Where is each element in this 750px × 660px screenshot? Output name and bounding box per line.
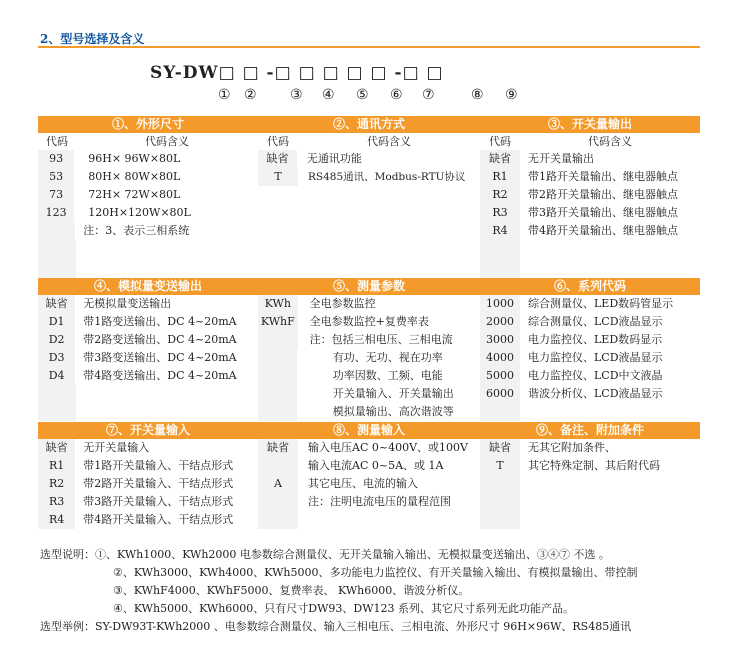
code-cell: R3: [38, 493, 75, 511]
meaning-cell: 综合测量仪、LED数码管显示: [528, 297, 674, 310]
position-number: ⑦: [422, 87, 435, 103]
table-title: ⑧、测量输入: [258, 422, 480, 439]
code-cell: D3: [38, 349, 75, 367]
table-row: [480, 313, 700, 331]
table-measure-input: [258, 422, 480, 529]
meaning-cell: 无模拟量变送输出: [83, 297, 172, 310]
code-cell: R1: [38, 457, 75, 475]
note-line: ②、KWh3000、KWh4000、KWh5000、多功能电力监控仪、有开关量输入输出、有模拟量输出、带控制: [113, 566, 638, 579]
notes-label: 选型说明：: [40, 548, 95, 561]
code-cell: 缺省: [480, 439, 520, 457]
code-cell: [258, 331, 298, 349]
code-cell: 5000: [480, 367, 520, 385]
note-cell: 注：包括三相电压、三相电流: [309, 333, 453, 346]
code-cell: R2: [38, 475, 75, 493]
code-cell: 6000: [480, 385, 520, 403]
code-cell: A: [258, 475, 298, 493]
table-row: [480, 457, 700, 475]
note-line: ④、KWh5000、KWh6000、只有尺寸DW93、DW123 系列、其它尺寸系列无此功能产品。: [113, 602, 575, 615]
code-cell: [258, 349, 297, 367]
table-header: [38, 133, 258, 150]
table-header: [480, 133, 700, 150]
table-row: [258, 439, 480, 457]
code-cell: 73: [38, 186, 74, 204]
table-row: [258, 349, 480, 367]
meaning-cell: 无其它附加条件、: [528, 441, 616, 454]
table-row: [38, 475, 258, 493]
meaning-cell: 电力监控仪、LCD液晶显示: [528, 351, 663, 364]
meaning-cell: 96H× 96W×80L: [88, 152, 181, 165]
model-code: SY-DW□ □ -□ □ □ □ □ -□ □: [150, 63, 444, 83]
table-row: [258, 385, 480, 403]
table-title: ②、通讯方式: [258, 116, 480, 133]
note-cell: 注：注明电流电压的量程范围: [308, 495, 451, 508]
position-number: ⑤: [356, 87, 369, 103]
table-fill: [258, 511, 298, 529]
meaning-cell: 电力监控仪、LCD中文液晶: [528, 369, 663, 382]
table-row: [38, 511, 258, 529]
meaning-cell: 带3路开关量输出、继电器触点: [528, 206, 678, 219]
note-line: ③、KWhF4000、KWhF5000、复费率表、 KWh6000、谐波分析仪。: [113, 584, 470, 597]
code-cell: T: [258, 168, 298, 186]
meaning-cell: RS485通讯、Modbus-RTU协议: [308, 171, 466, 183]
code-cell: 1000: [480, 295, 520, 313]
meaning-cell: 带4路开关量输入、干结点形式: [83, 513, 234, 526]
table-header: [258, 133, 480, 150]
meaning-cell: 120H×120W×80L: [88, 206, 191, 219]
code-cell: 缺省: [258, 150, 297, 168]
code-cell: KWh: [258, 295, 298, 313]
table-measure-params: [258, 278, 480, 421]
code-cell: D1: [38, 313, 75, 331]
meaning-cell: 输入电流AC 0~5A、或 1A: [308, 459, 444, 472]
table-row: [38, 295, 258, 313]
table-row: [480, 222, 700, 240]
meaning-cell: 无通讯功能: [306, 152, 362, 165]
section-divider: [38, 46, 700, 48]
table-row: [480, 331, 700, 349]
note-cell: 模拟量输出、高次谐波等: [332, 405, 454, 418]
header-meaning: 代码含义: [145, 135, 189, 148]
section-title: 2、型号选择及含义: [40, 32, 145, 46]
table-analog-output: [38, 278, 258, 421]
table-remarks: [480, 422, 700, 529]
meaning-cell: 带2路变送输出、DC 4~20mA: [83, 333, 237, 346]
table-title: ⑥、系列代码: [480, 278, 700, 295]
code-cell: R2: [480, 186, 520, 204]
example-line: [40, 618, 638, 636]
table-fill: [38, 385, 76, 421]
table-row: [480, 367, 700, 385]
position-number: ⑥: [390, 87, 403, 103]
position-number: ②: [244, 87, 257, 103]
meaning-cell: 输入电压AC 0~400V、或100V: [308, 441, 468, 454]
meaning-cell: 80H× 80W×80L: [88, 170, 181, 183]
table-row: [38, 349, 258, 367]
meaning-cell: 谐波分析仪、LCD液晶显示: [528, 387, 663, 400]
position-number: ③: [290, 87, 303, 103]
table-row: [480, 439, 700, 457]
meaning-cell: 带1路开关量输出、继电器触点: [528, 170, 678, 183]
table-title: ⑦、开关量输入: [38, 422, 258, 439]
note-cell: 开关量输入、开关量输出: [332, 387, 454, 400]
table-row: [258, 295, 480, 313]
table-fill: [38, 240, 76, 280]
table-switch-input: [38, 422, 258, 529]
table-row: [258, 313, 480, 331]
selection-notes: [40, 546, 638, 636]
code-cell: [258, 457, 298, 475]
meaning-cell: 全电参数监控: [309, 297, 376, 310]
note-text: ①、KWh1000、KWh2000 电参数综合测量仪、无开关量输入输出、无模拟量变送输出、③④⑦ 不选 。: [95, 548, 610, 561]
table-row: [480, 385, 700, 403]
table-row: [38, 439, 258, 457]
table-row: [258, 457, 480, 475]
header-code: 代码: [267, 135, 289, 148]
table-title: ⑨、备注、附加条件: [480, 422, 700, 439]
code-cell: 缺省: [38, 295, 75, 313]
table-fill: [480, 403, 520, 421]
table-row: [38, 186, 258, 204]
table-row: [258, 150, 480, 168]
meaning-cell: 其它特殊定制、其后附代码: [528, 459, 660, 472]
code-cell: [258, 403, 297, 421]
table-title: ③、开关量输出: [480, 116, 700, 133]
meaning-cell: 带2路开关量输入、干结点形式: [83, 477, 234, 490]
code-cell: 53: [38, 168, 74, 186]
header-meaning: 代码含义: [367, 135, 411, 148]
meaning-cell: 全电参数监控+复费率表: [309, 315, 429, 328]
table-series-code: [480, 278, 700, 421]
meaning-cell: 综合测量仪、LCD液晶显示: [528, 315, 663, 328]
meaning-cell: 72H× 72W×80L: [88, 188, 181, 201]
code-cell: D4: [38, 367, 75, 385]
table-row: [258, 168, 480, 186]
meaning-cell: 带1路开关量输入、干结点形式: [83, 459, 234, 472]
code-cell: R1: [480, 168, 520, 186]
table-communication: [258, 116, 480, 186]
table-row: [38, 204, 258, 222]
table-title: ①、外形尺寸: [38, 116, 258, 133]
code-cell: 缺省: [258, 439, 298, 457]
header-meaning: 代码含义: [588, 135, 632, 148]
position-number: ④: [322, 87, 335, 103]
table-row: [38, 493, 258, 511]
table-size: [38, 116, 258, 280]
table-row: [258, 493, 480, 511]
example-label: 选型举例：: [40, 620, 95, 633]
table-row: [258, 475, 480, 493]
table-switch-output: [480, 116, 700, 280]
table-row: [38, 313, 258, 331]
table-row: [258, 403, 480, 421]
code-cell: [258, 367, 297, 385]
table-row: [38, 331, 258, 349]
table-title: ⑤、测量参数: [258, 278, 480, 295]
note-cell: 注：3、表示三相系统: [83, 224, 190, 237]
meaning-cell: 带3路开关量输入、干结点形式: [83, 495, 234, 508]
table-row: [480, 150, 700, 168]
table-row: [38, 168, 258, 186]
code-cell: [258, 385, 297, 403]
note-line: [40, 546, 638, 564]
meaning-cell: 无开关量输出: [528, 152, 594, 165]
table-row: [480, 349, 700, 367]
code-cell: 93: [38, 150, 74, 168]
code-cell: 123: [38, 204, 74, 222]
meaning-cell: 带2路开关量输出、继电器触点: [528, 188, 678, 201]
table-row: [38, 457, 258, 475]
meaning-cell: 无开关量输入: [83, 441, 150, 454]
example-text: SY-DW93T-KWh2000 、电参数综合测量仪、输入三相电压、三相电流、外形尺寸 96H×96W、RS485通讯: [95, 620, 632, 633]
code-cell: R4: [480, 222, 520, 240]
code-cell: 缺省: [480, 150, 520, 168]
position-number: ⑧: [471, 87, 484, 103]
table-title: ④、模拟量变送输出: [38, 278, 258, 295]
table-row: [258, 367, 480, 385]
position-number: ⑨: [505, 87, 518, 103]
meaning-cell: 带3路变送输出、DC 4~20mA: [83, 351, 237, 364]
table-fill: [480, 240, 520, 280]
code-cell: D2: [38, 331, 75, 349]
code-cell: R4: [38, 511, 75, 529]
header-code: 代码: [46, 135, 68, 148]
code-cell: 缺省: [38, 439, 75, 457]
table-fill: [480, 475, 520, 529]
meaning-cell: 带4路变送输出、DC 4~20mA: [83, 369, 237, 382]
table-row: [38, 367, 258, 385]
table-row: [38, 150, 258, 168]
meaning-cell: 带4路开关量输出、继电器触点: [528, 224, 678, 237]
header-code: 代码: [489, 135, 511, 148]
code-cell: 4000: [480, 349, 520, 367]
code-cell: T: [480, 457, 520, 475]
note-cell: 有功、无功、视在功率: [332, 351, 443, 364]
position-number: ①: [218, 87, 231, 103]
table-row: [258, 331, 480, 349]
meaning-cell: 电力监控仪、LED数码显示: [528, 333, 663, 346]
note-cell: 功率因数、工频、电能: [332, 369, 443, 382]
code-cell: R3: [480, 204, 520, 222]
table-row: [480, 204, 700, 222]
code-cell: [38, 222, 75, 240]
code-cell: 3000: [480, 331, 520, 349]
table-row: [480, 295, 700, 313]
code-cell: KWhF: [258, 313, 298, 331]
meaning-cell: 带1路变送输出、DC 4~20mA: [83, 315, 237, 328]
table-row: [480, 168, 700, 186]
code-cell: 2000: [480, 313, 520, 331]
meaning-cell: 其它电压、电流的输入: [308, 477, 418, 490]
code-cell: [258, 493, 298, 511]
table-row: [38, 222, 258, 240]
table-row: [480, 186, 700, 204]
